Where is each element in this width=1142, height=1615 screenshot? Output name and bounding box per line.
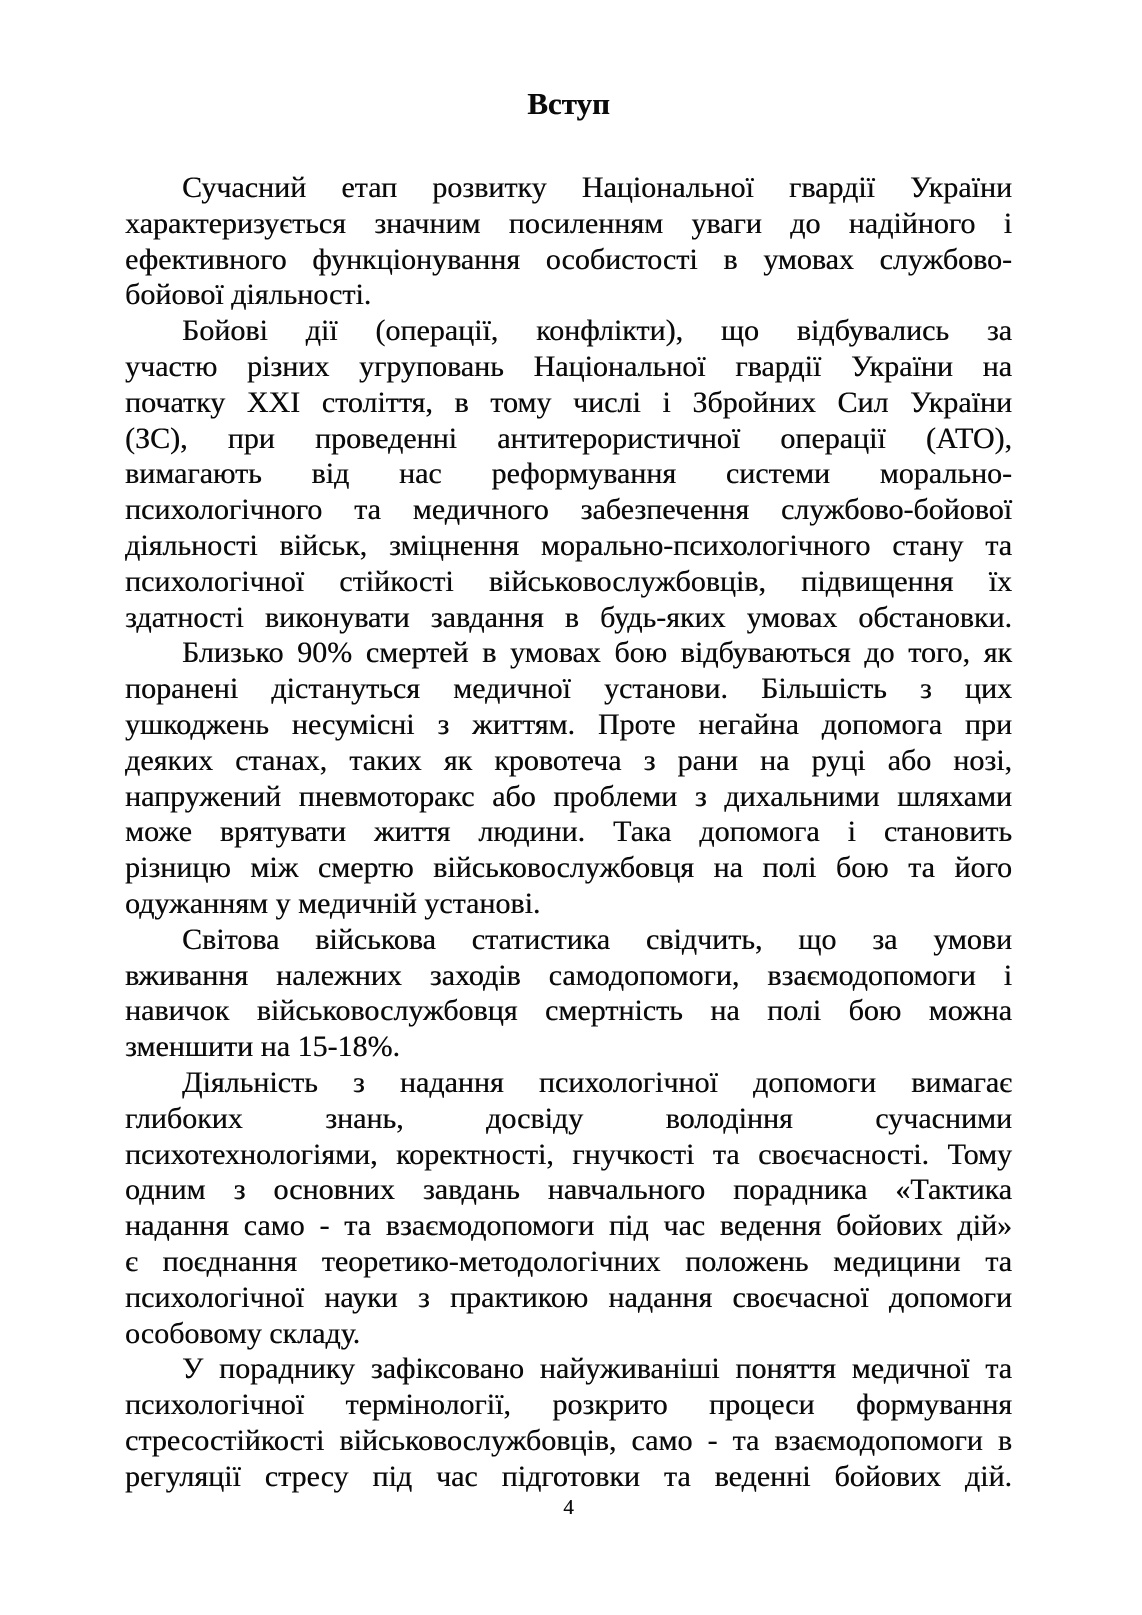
text-line: психологічного та медичного забезпечення службово-бойової: [125, 493, 1012, 527]
text-line: психологічної термінології, розкрито процеси формування: [125, 1388, 1012, 1422]
text-line: одним з основних завдань навчального порадника «Тактика: [125, 1173, 1012, 1207]
paragraph: [125, 635, 1012, 921]
text-line: Близько 90% смертей в умовах бою відбуваються до того, як: [182, 636, 1012, 670]
text-line: напружений пневмоторакс або проблеми з дихальними шляхами: [125, 779, 1012, 813]
text-line: початку XXI століття, в тому числі і Збройних Сил України: [125, 385, 1012, 419]
text-line: ефективного функціонування особистості в умовах службово-: [125, 242, 1012, 276]
text-line: Діяльність з надання психологічної допомоги вимагає: [182, 1065, 1012, 1099]
page-title: Вступ: [527, 86, 610, 121]
text-line: може врятувати життя людини. Така допомога і становить: [125, 815, 1012, 849]
text-line: бойової діяльності.: [125, 278, 372, 312]
paragraph: [125, 313, 1012, 635]
text-line: одужанням у медичній установі.: [125, 886, 541, 920]
text-line: навичок військовослужбовця смертність на полі бою можна: [125, 994, 1012, 1028]
text-line: Світова військова статистика свідчить, що за умови: [182, 922, 1012, 956]
paragraph: [125, 1351, 1012, 1494]
text-line: Сучасний етап розвитку Національної гвардії України: [182, 171, 1012, 204]
text-line: різницю між смертю військовослужбовця на полі бою та його: [125, 851, 1012, 885]
paragraph: [125, 922, 1012, 1065]
document-body: [125, 170, 1012, 1494]
paragraph: [125, 170, 1012, 313]
text-line: діяльності військ, зміцнення морально-психологічного стану та: [125, 528, 1012, 562]
text-line: є поєднання теоретико-методологічних положень медицини та: [125, 1244, 1012, 1278]
text-line: глибоких знань, досвіду володіння сучасними: [125, 1101, 1012, 1135]
text-line: ушкоджень несумісні з життям. Проте негайна допомога при: [125, 707, 1012, 741]
paragraph: [125, 1065, 1012, 1351]
text-line: психологічної науки з практикою надання своєчасної допомоги: [125, 1280, 1012, 1314]
text-line: надання само - та взаємодопомоги під час ведення бойових дій»: [125, 1209, 1012, 1243]
text-line: психотехнологіями, коректності, гнучкості та своєчасності. Тому: [125, 1137, 1012, 1171]
text-line: деяких станах, таких як кровотеча з рани на руці або нозі,: [125, 743, 1012, 777]
text-line: поранені дістануться медичної установи. Більшість з цих: [125, 672, 1012, 706]
text-line: У пораднику зафіксовано найуживаніші поняття медичної та: [182, 1352, 1012, 1386]
text-line: характеризується значним посиленням уваги до надійного і: [125, 206, 1012, 240]
page-number: 4: [563, 1495, 574, 1519]
text-line: здатності виконувати завдання в будь-яких умовах обстановки.: [125, 600, 1012, 634]
text-line: регуляції стресу під час підготовки та веденні бойових дій.: [125, 1459, 1012, 1493]
text-line: Бойові дії (операції, конфлікти), що відбувались за: [182, 314, 1012, 348]
text-line: вимагають від нас реформування системи морально-: [125, 457, 1012, 491]
text-line: особовому складу.: [125, 1316, 361, 1350]
text-line: вживання належних заходів самодопомоги, взаємодопомоги і: [125, 958, 1012, 992]
text-line: стресостійкості військовослужбовців, само - та взаємодопомоги в: [125, 1423, 1012, 1457]
text-line: (ЗС), при проведенні антитерористичної операції (АТО),: [125, 421, 1012, 455]
text-line: участю різних угруповань Національної гвардії України на: [125, 349, 1012, 383]
text-line: зменшити на 15-18%.: [125, 1030, 400, 1064]
text-line: психологічної стійкості військовослужбовців, підвищення їх: [125, 564, 1012, 598]
